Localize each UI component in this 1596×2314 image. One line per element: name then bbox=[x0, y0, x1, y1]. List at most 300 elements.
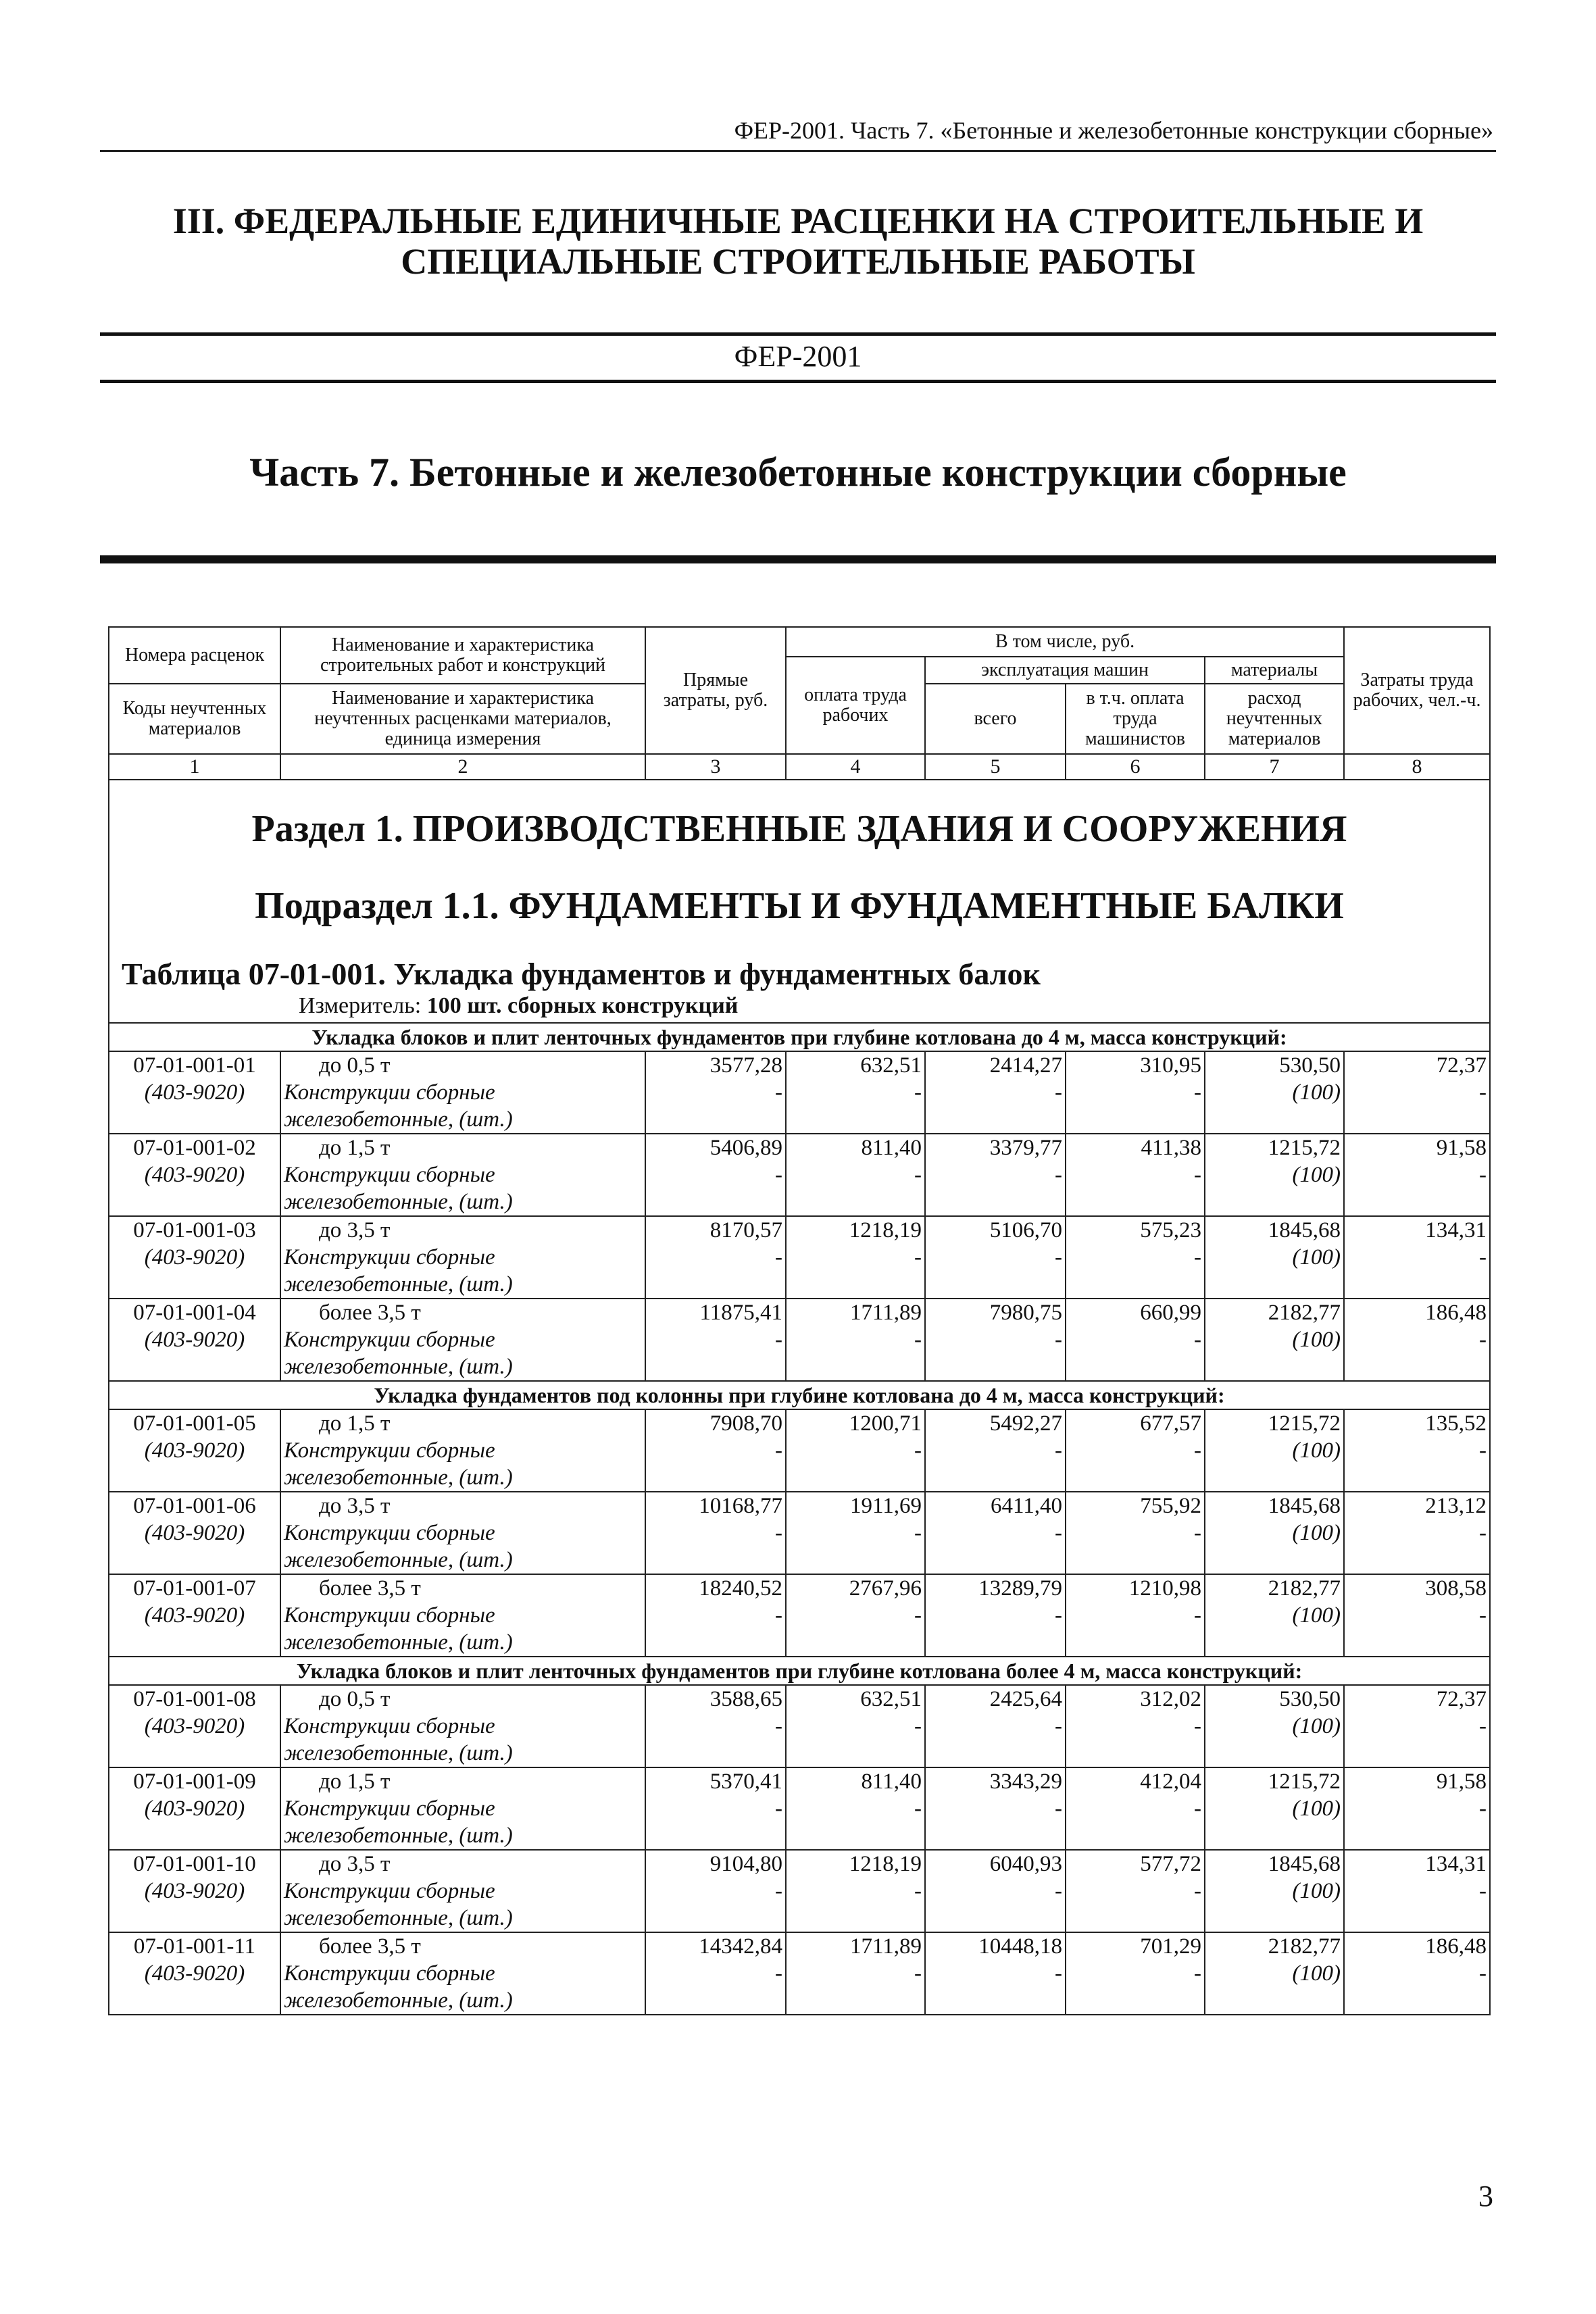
direct-costs: 5406,89 bbox=[645, 1134, 786, 1161]
dash-value: - bbox=[645, 1878, 786, 1905]
dash-value: - bbox=[786, 1795, 925, 1822]
material-quantity: (100) bbox=[1205, 1519, 1344, 1546]
table-row bbox=[109, 1079, 1490, 1106]
dash-value: - bbox=[1066, 1326, 1205, 1353]
empty-cell bbox=[1344, 1271, 1490, 1299]
labor-hours: 213,12 bbox=[1344, 1492, 1490, 1519]
materials-cost: 1215,72 bbox=[1205, 1134, 1344, 1161]
machines-total: 10448,18 bbox=[925, 1932, 1066, 1960]
empty-cell bbox=[1066, 1822, 1205, 1850]
dash-value: - bbox=[925, 1960, 1066, 1987]
work-name: более 3,5 т bbox=[280, 1574, 645, 1602]
empty-cell bbox=[1066, 1987, 1205, 2015]
material-code: (403-9020) bbox=[109, 1960, 280, 1987]
dash-value: - bbox=[925, 1326, 1066, 1353]
table-row bbox=[109, 1051, 1490, 1079]
dash-value: - bbox=[925, 1519, 1066, 1546]
empty-cell bbox=[786, 1464, 925, 1492]
dash-value: - bbox=[1344, 1079, 1490, 1106]
material-name-cont: железобетонные, (шт.) bbox=[280, 1740, 645, 1767]
labor-wages: 811,40 bbox=[786, 1134, 925, 1161]
header-material-codes: Коды неучтенных материалов bbox=[109, 684, 280, 754]
machinist-wages: 575,23 bbox=[1066, 1216, 1205, 1244]
dash-value: - bbox=[1344, 1878, 1490, 1905]
dash-value: - bbox=[1066, 1079, 1205, 1106]
labor-hours: 91,58 bbox=[1344, 1767, 1490, 1795]
material-quantity: (100) bbox=[1205, 1795, 1344, 1822]
labor-hours: 134,31 bbox=[1344, 1216, 1490, 1244]
empty-cell bbox=[925, 1464, 1066, 1492]
material-name: Конструкции сборные bbox=[280, 1161, 645, 1188]
empty-cell bbox=[109, 1353, 280, 1381]
empty-cell bbox=[1344, 1353, 1490, 1381]
empty-cell bbox=[109, 1629, 280, 1657]
materials-cost: 530,50 bbox=[1205, 1051, 1344, 1079]
material-code: (403-9020) bbox=[109, 1602, 280, 1629]
material-code: (403-9020) bbox=[109, 1519, 280, 1546]
empty-cell bbox=[109, 1822, 280, 1850]
labor-hours: 135,52 bbox=[1344, 1409, 1490, 1437]
dash-value: - bbox=[786, 1713, 925, 1740]
empty-cell bbox=[1205, 1188, 1344, 1216]
empty-cell bbox=[786, 1822, 925, 1850]
dash-value: - bbox=[786, 1960, 925, 1987]
table-row bbox=[109, 1987, 1490, 2015]
header-machines: эксплуатация машин bbox=[925, 657, 1205, 684]
material-name: Конструкции сборные bbox=[280, 1713, 645, 1740]
header-materials: материалы bbox=[1205, 657, 1344, 684]
material-code: (403-9020) bbox=[109, 1437, 280, 1464]
dash-value: - bbox=[1344, 1437, 1490, 1464]
dash-value: - bbox=[1066, 1602, 1205, 1629]
work-name: более 3,5 т bbox=[280, 1932, 645, 1960]
empty-cell bbox=[1066, 1353, 1205, 1381]
empty-cell bbox=[1205, 1106, 1344, 1134]
empty-cell bbox=[645, 1464, 786, 1492]
material-code: (403-9020) bbox=[109, 1878, 280, 1905]
machinist-wages: 412,04 bbox=[1066, 1767, 1205, 1795]
header-rule bbox=[100, 150, 1496, 152]
machines-total: 2425,64 bbox=[925, 1685, 1066, 1713]
dash-value: - bbox=[645, 1244, 786, 1271]
empty-cell bbox=[1344, 1188, 1490, 1216]
table-row bbox=[109, 1602, 1490, 1629]
direct-costs: 14342,84 bbox=[645, 1932, 786, 1960]
work-name: до 0,5 т bbox=[280, 1051, 645, 1079]
dash-value: - bbox=[645, 1519, 786, 1546]
empty-cell bbox=[925, 1188, 1066, 1216]
dash-value: - bbox=[1344, 1960, 1490, 1987]
dash-value: - bbox=[925, 1602, 1066, 1629]
dash-value: - bbox=[786, 1326, 925, 1353]
dash-value: - bbox=[925, 1878, 1066, 1905]
direct-costs: 5370,41 bbox=[645, 1767, 786, 1795]
empty-cell bbox=[925, 1629, 1066, 1657]
material-name: Конструкции сборные bbox=[280, 1244, 645, 1271]
machines-total: 6411,40 bbox=[925, 1492, 1066, 1519]
rate-code: 07-01-001-11 bbox=[109, 1932, 280, 1960]
machines-total: 5492,27 bbox=[925, 1409, 1066, 1437]
divider-bottom bbox=[100, 380, 1496, 383]
table-row bbox=[109, 1822, 1490, 1850]
empty-cell bbox=[1344, 1740, 1490, 1767]
column-number: 4 bbox=[786, 754, 925, 780]
work-name: более 3,5 т bbox=[280, 1299, 645, 1326]
material-quantity: (100) bbox=[1205, 1437, 1344, 1464]
labor-wages: 1218,19 bbox=[786, 1850, 925, 1878]
table-row bbox=[109, 1932, 1490, 1960]
table-row bbox=[109, 1795, 1490, 1822]
direct-costs: 3577,28 bbox=[645, 1051, 786, 1079]
empty-cell bbox=[786, 1629, 925, 1657]
labor-wages: 632,51 bbox=[786, 1051, 925, 1079]
direct-costs: 3588,65 bbox=[645, 1685, 786, 1713]
dash-value: - bbox=[786, 1161, 925, 1188]
table-row bbox=[109, 1685, 1490, 1713]
empty-cell bbox=[1344, 1546, 1490, 1574]
empty-cell bbox=[1205, 1822, 1344, 1850]
empty-cell bbox=[109, 1106, 280, 1134]
table-row bbox=[109, 1106, 1490, 1134]
empty-cell bbox=[645, 1353, 786, 1381]
rate-code: 07-01-001-04 bbox=[109, 1299, 280, 1326]
column-number: 3 bbox=[645, 754, 786, 780]
collection-subtitle: ФЕР-2001 bbox=[734, 340, 862, 373]
material-code: (403-9020) bbox=[109, 1713, 280, 1740]
empty-cell bbox=[1066, 1629, 1205, 1657]
material-code: (403-9020) bbox=[109, 1244, 280, 1271]
materials-cost: 1215,72 bbox=[1205, 1767, 1344, 1795]
rate-code: 07-01-001-01 bbox=[109, 1051, 280, 1079]
material-code: (403-9020) bbox=[109, 1795, 280, 1822]
work-name: до 3,5 т bbox=[280, 1850, 645, 1878]
header-material-names: Наименование и характеристика неучтенных расценками материалов, единица измерения bbox=[280, 684, 645, 754]
heavy-divider bbox=[100, 555, 1496, 563]
materials-cost: 2182,77 bbox=[1205, 1299, 1344, 1326]
dash-value: - bbox=[1066, 1437, 1205, 1464]
material-name-cont: железобетонные, (шт.) bbox=[280, 1905, 645, 1932]
labor-wages: 632,51 bbox=[786, 1685, 925, 1713]
empty-cell bbox=[1344, 1629, 1490, 1657]
table-row bbox=[109, 1960, 1490, 1987]
table-row bbox=[109, 1713, 1490, 1740]
material-quantity: (100) bbox=[1205, 1326, 1344, 1353]
material-name: Конструкции сборные bbox=[280, 1602, 645, 1629]
empty-cell bbox=[925, 1987, 1066, 2015]
direct-costs: 8170,57 bbox=[645, 1216, 786, 1244]
material-quantity: (100) bbox=[1205, 1079, 1344, 1106]
measure-label: Измеритель: bbox=[299, 993, 427, 1018]
dash-value: - bbox=[925, 1161, 1066, 1188]
dash-value: - bbox=[1344, 1713, 1490, 1740]
empty-cell bbox=[925, 1106, 1066, 1134]
header-work-name: Наименование и характеристика строительных работ и конструкций bbox=[280, 627, 645, 684]
dash-value: - bbox=[645, 1602, 786, 1629]
header-direct-costs: Прямые затраты, руб. bbox=[645, 627, 786, 754]
rate-code: 07-01-001-05 bbox=[109, 1409, 280, 1437]
machinist-wages: 755,92 bbox=[1066, 1492, 1205, 1519]
table-row bbox=[109, 1409, 1490, 1437]
main-title-line1: III. ФЕДЕРАЛЬНЫЕ ЕДИНИЧНЫЕ РАСЦЕНКИ НА СТРОИТЕЛЬНЫЕ И bbox=[172, 201, 1424, 241]
material-name: Конструкции сборные bbox=[280, 1079, 645, 1106]
empty-cell bbox=[645, 1188, 786, 1216]
empty-cell bbox=[925, 1905, 1066, 1932]
labor-hours: 186,48 bbox=[1344, 1299, 1490, 1326]
empty-cell bbox=[1066, 1546, 1205, 1574]
dash-value: - bbox=[1344, 1244, 1490, 1271]
empty-cell bbox=[1344, 1106, 1490, 1134]
empty-cell bbox=[786, 1740, 925, 1767]
labor-hours: 91,58 bbox=[1344, 1134, 1490, 1161]
header-labor-wages: оплата труда рабочих bbox=[786, 657, 925, 754]
empty-cell bbox=[1344, 1905, 1490, 1932]
machines-total: 7980,75 bbox=[925, 1299, 1066, 1326]
machines-total: 13289,79 bbox=[925, 1574, 1066, 1602]
group-heading: Укладка блоков и плит ленточных фундаментов при глубине котлована более 4 м, масса конструкций: bbox=[109, 1657, 1490, 1685]
labor-hours: 134,31 bbox=[1344, 1850, 1490, 1878]
material-name-cont: железобетонные, (шт.) bbox=[280, 1629, 645, 1657]
labor-hours: 72,37 bbox=[1344, 1051, 1490, 1079]
dash-value: - bbox=[925, 1713, 1066, 1740]
rates-table bbox=[108, 626, 1491, 2015]
material-name-cont: железобетонные, (шт.) bbox=[280, 1188, 645, 1216]
table-row bbox=[109, 1161, 1490, 1188]
labor-hours: 72,37 bbox=[1344, 1685, 1490, 1713]
empty-cell bbox=[786, 1106, 925, 1134]
empty-cell bbox=[1344, 1822, 1490, 1850]
material-name: Конструкции сборные bbox=[280, 1437, 645, 1464]
material-name-cont: железобетонные, (шт.) bbox=[280, 1464, 645, 1492]
material-quantity: (100) bbox=[1205, 1602, 1344, 1629]
materials-cost: 2182,77 bbox=[1205, 1932, 1344, 1960]
work-name: до 1,5 т bbox=[280, 1409, 645, 1437]
material-quantity: (100) bbox=[1205, 1244, 1344, 1271]
dash-value: - bbox=[645, 1960, 786, 1987]
material-quantity: (100) bbox=[1205, 1161, 1344, 1188]
material-name-cont: железобетонные, (шт.) bbox=[280, 1822, 645, 1850]
labor-hours: 308,58 bbox=[1344, 1574, 1490, 1602]
dash-value: - bbox=[1344, 1795, 1490, 1822]
empty-cell bbox=[925, 1546, 1066, 1574]
rate-code: 07-01-001-07 bbox=[109, 1574, 280, 1602]
subsection-title: Подраздел 1.1. ФУНДАМЕНТЫ И ФУНДАМЕНТНЫЕ БАЛКИ bbox=[255, 885, 1344, 927]
dash-value: - bbox=[786, 1244, 925, 1271]
column-number: 2 bbox=[280, 754, 645, 780]
machinist-wages: 310,95 bbox=[1066, 1051, 1205, 1079]
material-name-cont: железобетонные, (шт.) bbox=[280, 1987, 645, 2015]
machinist-wages: 660,99 bbox=[1066, 1299, 1205, 1326]
direct-costs: 7908,70 bbox=[645, 1409, 786, 1437]
table-row bbox=[109, 1244, 1490, 1271]
rate-code: 07-01-001-09 bbox=[109, 1767, 280, 1795]
header-labor-hours: Затраты труда рабочих, чел.-ч. bbox=[1344, 627, 1490, 754]
material-name-cont: железобетонные, (шт.) bbox=[280, 1106, 645, 1134]
empty-cell bbox=[925, 1822, 1066, 1850]
header-rate-number: Номера расценок bbox=[109, 627, 280, 684]
material-quantity: (100) bbox=[1205, 1960, 1344, 1987]
dash-value: - bbox=[1344, 1602, 1490, 1629]
machinist-wages: 677,57 bbox=[1066, 1409, 1205, 1437]
labor-wages: 811,40 bbox=[786, 1767, 925, 1795]
dash-value: - bbox=[925, 1795, 1066, 1822]
header-machinist-wages: в т.ч. оплата труда машинистов bbox=[1066, 684, 1205, 754]
material-name-cont: железобетонные, (шт.) bbox=[280, 1271, 645, 1299]
dash-value: - bbox=[786, 1878, 925, 1905]
empty-cell bbox=[109, 1271, 280, 1299]
group-heading: Укладка блоков и плит ленточных фундаментов при глубине котлована до 4 м, масса конструкций: bbox=[109, 1023, 1490, 1051]
materials-cost: 1215,72 bbox=[1205, 1409, 1344, 1437]
header-materials-consumption: расход неучтенных материалов bbox=[1205, 684, 1344, 754]
empty-cell bbox=[786, 1987, 925, 2015]
dash-value: - bbox=[1344, 1326, 1490, 1353]
empty-cell bbox=[1066, 1106, 1205, 1134]
dash-value: - bbox=[645, 1326, 786, 1353]
empty-cell bbox=[1205, 1546, 1344, 1574]
rate-code: 07-01-001-02 bbox=[109, 1134, 280, 1161]
header-including: В том числе, руб. bbox=[786, 627, 1344, 657]
dash-value: - bbox=[786, 1079, 925, 1106]
material-name: Конструкции сборные bbox=[280, 1326, 645, 1353]
table-row bbox=[109, 1905, 1490, 1932]
table-row bbox=[109, 1546, 1490, 1574]
dash-value: - bbox=[786, 1602, 925, 1629]
group-heading: Укладка фундаментов под колонны при глубине котлована до 4 м, масса конструкций: bbox=[109, 1381, 1490, 1409]
table-row bbox=[109, 1629, 1490, 1657]
empty-cell bbox=[1066, 1905, 1205, 1932]
header-machines-total: всего bbox=[925, 684, 1066, 754]
empty-cell bbox=[645, 1822, 786, 1850]
rate-code: 07-01-001-03 bbox=[109, 1216, 280, 1244]
machinist-wages: 411,38 bbox=[1066, 1134, 1205, 1161]
dash-value: - bbox=[645, 1161, 786, 1188]
empty-cell bbox=[645, 1106, 786, 1134]
divider-top bbox=[100, 332, 1496, 336]
labor-wages: 2767,96 bbox=[786, 1574, 925, 1602]
dash-value: - bbox=[1066, 1960, 1205, 1987]
direct-costs: 10168,77 bbox=[645, 1492, 786, 1519]
machinist-wages: 577,72 bbox=[1066, 1850, 1205, 1878]
empty-cell bbox=[109, 1740, 280, 1767]
machines-total: 6040,93 bbox=[925, 1850, 1066, 1878]
material-name-cont: железобетонные, (шт.) bbox=[280, 1546, 645, 1574]
empty-cell bbox=[1344, 1987, 1490, 2015]
machinist-wages: 701,29 bbox=[1066, 1932, 1205, 1960]
empty-cell bbox=[786, 1353, 925, 1381]
rate-code: 07-01-001-08 bbox=[109, 1685, 280, 1713]
table-row bbox=[109, 1574, 1490, 1602]
direct-costs: 18240,52 bbox=[645, 1574, 786, 1602]
dash-value: - bbox=[1344, 1161, 1490, 1188]
dash-value: - bbox=[1066, 1519, 1205, 1546]
rate-code: 07-01-001-06 bbox=[109, 1492, 280, 1519]
empty-cell bbox=[786, 1546, 925, 1574]
measure-value: 100 шт. сборных конструкций bbox=[426, 993, 739, 1018]
section-title: Раздел 1. ПРОИЗВОДСТВЕННЫЕ ЗДАНИЯ И СООРУЖЕНИЯ bbox=[251, 808, 1347, 850]
empty-cell bbox=[645, 1271, 786, 1299]
machines-total: 5106,70 bbox=[925, 1216, 1066, 1244]
column-number: 7 bbox=[1205, 754, 1344, 780]
direct-costs: 11875,41 bbox=[645, 1299, 786, 1326]
empty-cell bbox=[1205, 1740, 1344, 1767]
empty-cell bbox=[1066, 1188, 1205, 1216]
materials-cost: 1845,68 bbox=[1205, 1850, 1344, 1878]
table-row bbox=[109, 1299, 1490, 1326]
material-name: Конструкции сборные bbox=[280, 1960, 645, 1987]
labor-wages: 1200,71 bbox=[786, 1409, 925, 1437]
material-name: Конструкции сборные bbox=[280, 1519, 645, 1546]
dash-value: - bbox=[1066, 1244, 1205, 1271]
material-name-cont: железобетонные, (шт.) bbox=[280, 1353, 645, 1381]
measure-unit bbox=[109, 992, 1489, 1022]
table-row bbox=[109, 1216, 1490, 1244]
empty-cell bbox=[645, 1629, 786, 1657]
dash-value: - bbox=[645, 1437, 786, 1464]
empty-cell bbox=[925, 1740, 1066, 1767]
page-number: 3 bbox=[1478, 2180, 1493, 2213]
materials-cost: 2182,77 bbox=[1205, 1574, 1344, 1602]
column-number: 1 bbox=[109, 754, 280, 780]
empty-cell bbox=[1205, 1353, 1344, 1381]
table-row bbox=[109, 1437, 1490, 1464]
material-code: (403-9020) bbox=[109, 1161, 280, 1188]
empty-cell bbox=[786, 1188, 925, 1216]
machinist-wages: 312,02 bbox=[1066, 1685, 1205, 1713]
machinist-wages: 1210,98 bbox=[1066, 1574, 1205, 1602]
empty-cell bbox=[109, 1188, 280, 1216]
dash-value: - bbox=[645, 1795, 786, 1822]
empty-cell bbox=[645, 1905, 786, 1932]
work-name: до 3,5 т bbox=[280, 1492, 645, 1519]
empty-cell bbox=[1344, 1464, 1490, 1492]
empty-cell bbox=[925, 1271, 1066, 1299]
table-row bbox=[109, 1519, 1490, 1546]
material-quantity: (100) bbox=[1205, 1878, 1344, 1905]
labor-wages: 1711,89 bbox=[786, 1932, 925, 1960]
dash-value: - bbox=[645, 1079, 786, 1106]
dash-value: - bbox=[786, 1437, 925, 1464]
empty-cell bbox=[1205, 1905, 1344, 1932]
table-row bbox=[109, 1326, 1490, 1353]
dash-value: - bbox=[1066, 1878, 1205, 1905]
table-row bbox=[109, 1464, 1490, 1492]
empty-cell bbox=[109, 1546, 280, 1574]
table-row bbox=[109, 1134, 1490, 1161]
dash-value: - bbox=[925, 1437, 1066, 1464]
dash-value: - bbox=[1066, 1713, 1205, 1740]
rate-code: 07-01-001-10 bbox=[109, 1850, 280, 1878]
empty-cell bbox=[786, 1271, 925, 1299]
material-code: (403-9020) bbox=[109, 1079, 280, 1106]
direct-costs: 9104,80 bbox=[645, 1850, 786, 1878]
materials-cost: 530,50 bbox=[1205, 1685, 1344, 1713]
table-row bbox=[109, 1188, 1490, 1216]
labor-wages: 1711,89 bbox=[786, 1299, 925, 1326]
running-head: ФЕР-2001. Часть 7. «Бетонные и железобетонные конструкции сборные» bbox=[734, 117, 1493, 144]
empty-cell bbox=[925, 1353, 1066, 1381]
table-intro-cell bbox=[109, 780, 1490, 1023]
table-row bbox=[109, 1850, 1490, 1878]
empty-cell bbox=[109, 1464, 280, 1492]
material-code: (403-9020) bbox=[109, 1326, 280, 1353]
empty-cell bbox=[645, 1987, 786, 2015]
dash-value: - bbox=[1066, 1161, 1205, 1188]
empty-cell bbox=[1205, 1271, 1344, 1299]
table-row bbox=[109, 1878, 1490, 1905]
materials-cost: 1845,68 bbox=[1205, 1216, 1344, 1244]
machines-total: 2414,27 bbox=[925, 1051, 1066, 1079]
empty-cell bbox=[1066, 1271, 1205, 1299]
empty-cell bbox=[1066, 1740, 1205, 1767]
